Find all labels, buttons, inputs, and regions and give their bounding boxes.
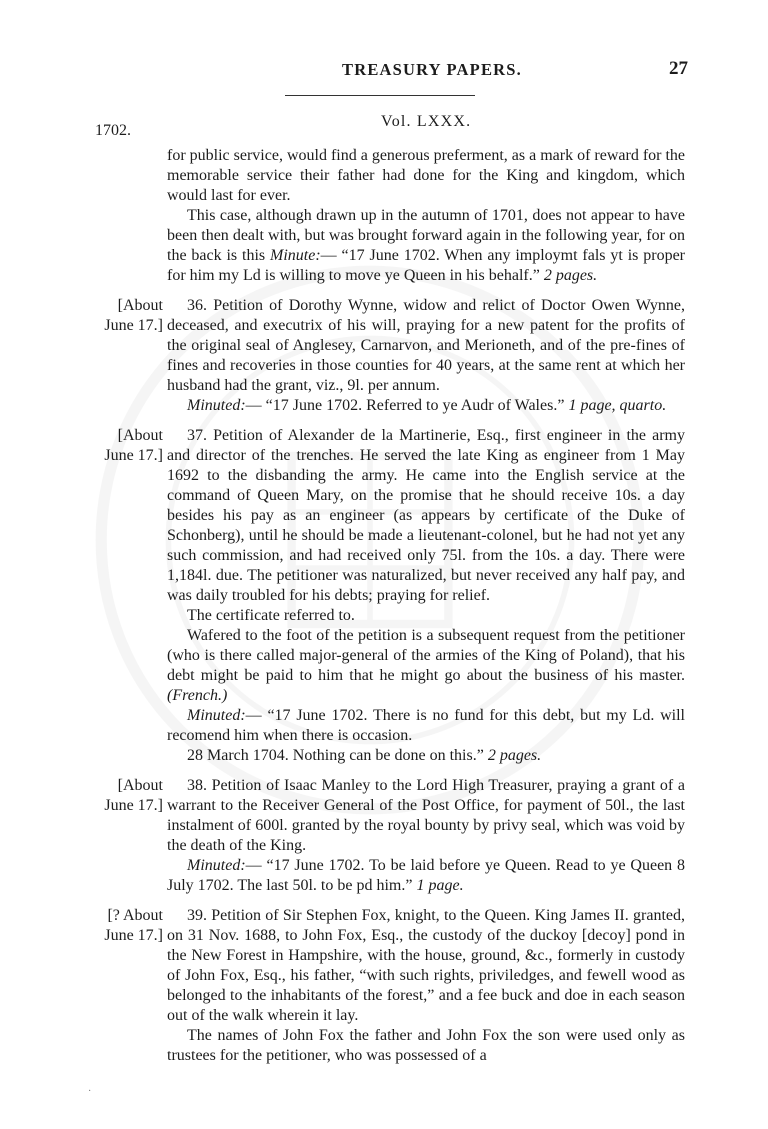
page-count: 2 pages. — [487, 747, 542, 764]
minute-label: Minuted: — [187, 397, 246, 414]
page-count: 1 page. — [416, 877, 464, 894]
volume-heading: Vol. LXXX. — [381, 113, 472, 130]
entry-minute — [167, 856, 685, 896]
margin-mark: · — [88, 1086, 92, 1097]
page-count: 1 page, quarto. — [568, 397, 667, 414]
entry-text: 37. Petition of Alexander de la Martinerie, Esq., first engineer in the army and director of the trenches. He served the late King as engineer from 1 May 1692 to the disbanding the army. He came into the English service at the command of Queen Mary, on the promise that he should receive 10s. a day besides his pay as an engineer (as appears by certificate of the Duke of Schonberg), until he should be made a lieutenant-colonel, but he had not yet any such commission, and had received only 75l. from the 10s. a day. There were 1,184l. due. The petitioner was naturalized, but never received any half pay, and was daily troubled for his debts; praying for relief. — [167, 427, 685, 604]
margin-date-line: [? About — [107, 907, 163, 924]
body-text — [104, 146, 686, 1066]
entry-text: 38. Petition of Isaac Manley to the Lord High Treasurer, praying a grant of a warrant to the Receiver General of the Post Office, for payment of 50l., the last instalment of 600l. granted by the royal bounty by privy seal, which was void by the death of the King. — [167, 777, 685, 854]
entry-39 — [104, 906, 685, 1066]
entry-text-continued: The names of John Fox the father and John Fox the son were used only as trustees for the petitioner, who was possessed of a — [167, 1027, 685, 1064]
margin-date — [87, 296, 163, 336]
case-paragraph — [167, 206, 685, 286]
page-number: 27 — [669, 58, 688, 79]
minute-label: Minuted: — [187, 857, 246, 874]
language-note: (French.) — [167, 687, 228, 704]
minute-text: 28 March 1704. Nothing can be done on this.” — [187, 747, 484, 764]
margin-date — [87, 776, 163, 816]
running-title: TREASURY PAPERS. — [342, 60, 522, 79]
entry-text: 36. Petition of Dorothy Wynne, widow and relict of Doctor Owen Wynne, deceased, and executrix of his will, praying for a new patent for the profits of the original seal of Anglesey, Carnarvon, and Merioneth, and of the pre-fines of fines and recoveries in those counties for 40 years, at the same rent at which her husband had the grant, viz., 9l. per annum. — [167, 297, 685, 394]
entry-38 — [104, 776, 685, 896]
margin-date-line: [About — [117, 427, 163, 444]
minute-label: Minuted: — [187, 707, 246, 724]
minute-text: — “17 June 1702. To be laid before ye Queen. Read to ye Queen 8 July 1702. The last 50l. to be pd him.” — [167, 857, 685, 894]
margin-date — [87, 426, 163, 466]
margin-date-line: [About — [117, 297, 163, 314]
entry-minute — [167, 396, 685, 416]
entry-36 — [104, 296, 685, 416]
minute-text: — “17 June 1702. When any imploymt fals yt is proper for him my Ld is willing to move ye Queen in his behalf.” — [167, 247, 685, 284]
margin-year: 1702. — [95, 122, 131, 139]
continuation-paragraph: for public service, would find a generous preferment, as a mark of reward for the memorable service their father had done for the King and kingdom, which would last for ever. — [167, 147, 686, 204]
minute-text: — “17 June 1702. Referred to ye Audr of Wales.” — [245, 397, 565, 414]
entry-minute — [167, 706, 685, 746]
minute-label: Minute: — [270, 247, 321, 264]
entry-text: 39. Petition of Sir Stephen Fox, knight, to the Queen. King James II. granted, on 31 Nov. 1688, to John Fox, Esq., the custody of the duckoy [decoy] pond in the New Forest in Hampshire, with the house, ground, &c., formerly in custody of John Fox, Esq., his father, “with such rights, priviledges, and fewell wood as belonged to the inhabitants of the forest,” and a fee buck and doe in each season out of the walk wherein it lay. — [167, 907, 685, 1024]
minute-text: — “17 June 1702. There is no fund for this debt, but my Ld. will recomend him when there is occasion. — [167, 707, 685, 744]
margin-date-line: June 17.] — [104, 447, 163, 464]
header-rule — [285, 95, 475, 96]
entry-certificate: The certificate referred to. — [187, 607, 355, 624]
entry-minute-continued — [167, 746, 685, 766]
entry-wafered — [167, 626, 685, 706]
margin-date — [87, 906, 163, 946]
wafered-text: Wafered to the foot of the petition is a subsequent request from the petitioner (who is there called major-general of the armies of the King of Poland), that his debt might be paid to him that he might go about the business of his master. — [167, 627, 685, 684]
margin-date-line: June 17.] — [104, 317, 163, 334]
entry-37 — [104, 426, 685, 766]
margin-date-line: June 17.] — [104, 927, 163, 944]
margin-date-line: [About — [117, 777, 163, 794]
case-text: This case, although drawn up in the autumn of 1701, does not appear to have been then dealt with, but was brought forward again in the following year, for on the back is this — [167, 207, 685, 264]
page-count: 2 pages. — [543, 267, 598, 284]
margin-date-line: June 17.] — [104, 797, 163, 814]
